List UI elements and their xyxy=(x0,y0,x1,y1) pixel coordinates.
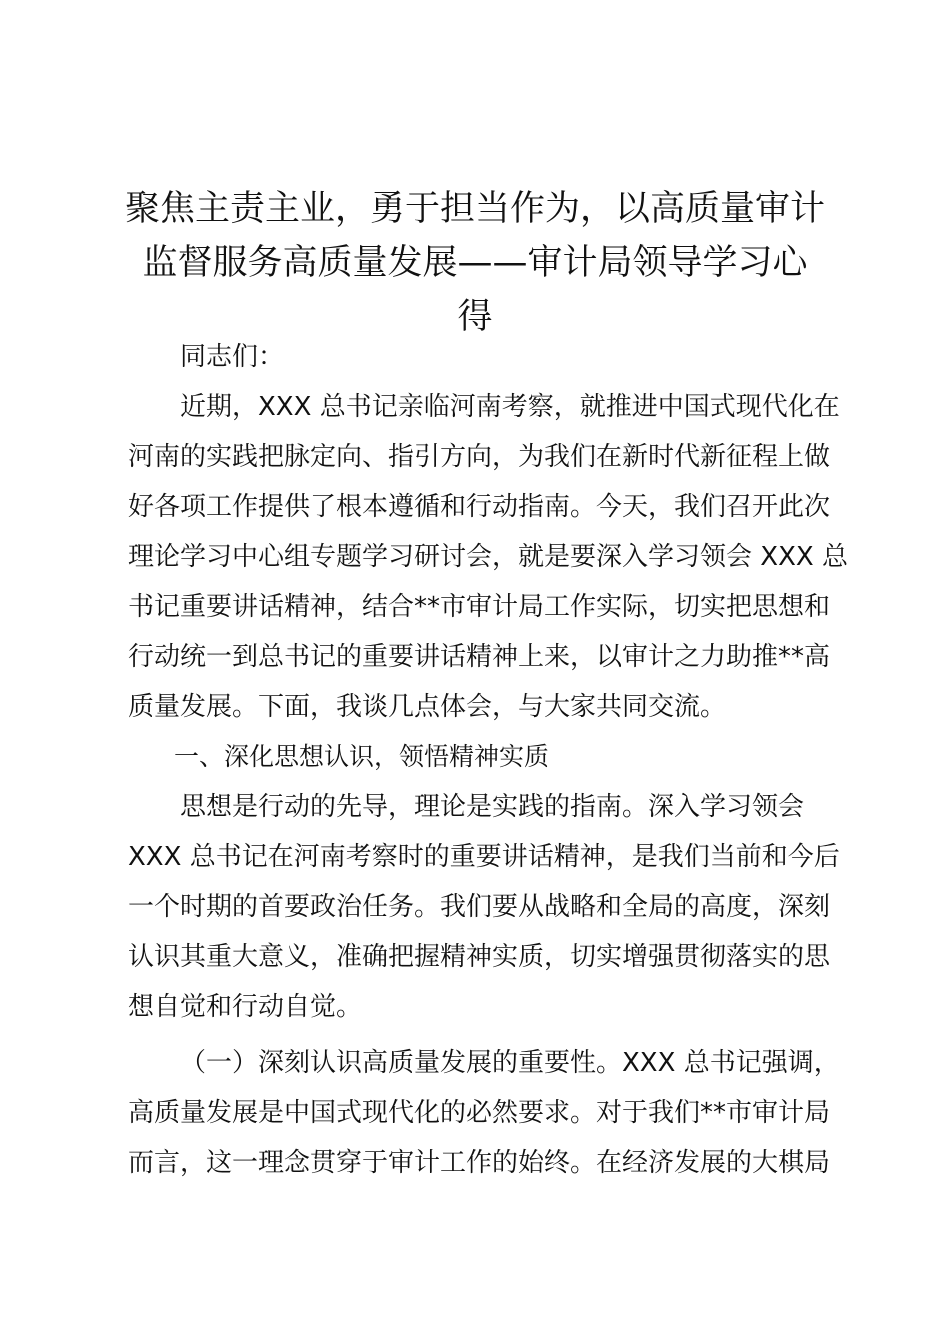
paragraph-line: 好各项工作提供了根本遵循和行动指南。今天，我们召开此次 xyxy=(128,492,831,522)
salutation xyxy=(128,332,832,382)
paragraph-subsection1 xyxy=(128,1038,840,1188)
title-line-2: 监督服务高质量发展——审计局领导学习心 xyxy=(142,243,808,283)
paragraph-line: XXX 总书记在河南考察时的重要讲话精神，是我们当前和今后 xyxy=(128,842,840,872)
document-title xyxy=(118,182,832,344)
title-line-3: 得 xyxy=(457,297,493,337)
paragraph-section1 xyxy=(128,782,840,1032)
paragraph-line: 一个时期的首要政治任务。我们要从战略和全局的高度，深刻 xyxy=(128,892,831,922)
paragraph-line: 想自觉和行动自觉。 xyxy=(128,992,363,1022)
paragraph-line: 思想是行动的先导，理论是实践的指南。深入学习领会 xyxy=(180,792,805,822)
salutation-text: 同志们： xyxy=(180,342,285,372)
title-line-1: 聚焦主责主业，勇于担当作为，以高质量审计 xyxy=(124,189,825,229)
paragraph-intro xyxy=(128,382,848,732)
document-body xyxy=(128,332,848,1188)
section-heading-1: 一、深化思想认识，领悟精神实质 xyxy=(174,742,550,771)
paragraph-line: 书记重要讲话精神，结合**市审计局工作实际，切实把思想和 xyxy=(128,592,831,622)
paragraph-line: 高质量发展是中国式现代化的必然要求。对于我们**市审计局 xyxy=(128,1098,831,1128)
paragraph-line: 理论学习中心组专题学习研讨会，就是要深入学习领会 XXX 总 xyxy=(128,542,848,572)
paragraph-line: 认识其重大意义，准确把握精神实质，切实增强贯彻落实的思 xyxy=(128,942,831,972)
paragraph-line: 行动统一到总书记的重要讲话精神上来，以审计之力助推**高 xyxy=(128,642,831,672)
paragraph-line: 而言，这一理念贯穿于审计工作的始终。在经济发展的大棋局 xyxy=(128,1148,831,1178)
paragraph-line: 近期，XXX 总书记亲临河南考察，就推进中国式现代化在 xyxy=(180,392,840,422)
paragraph-line: 质量发展。下面，我谈几点体会，与大家共同交流。 xyxy=(128,692,727,722)
paragraph-line: 河南的实践把脉定向、指引方向，为我们在新时代新征程上做 xyxy=(128,442,831,472)
paragraph-line: （一）深刻认识高质量发展的重要性。XXX 总书记强调， xyxy=(180,1048,840,1078)
